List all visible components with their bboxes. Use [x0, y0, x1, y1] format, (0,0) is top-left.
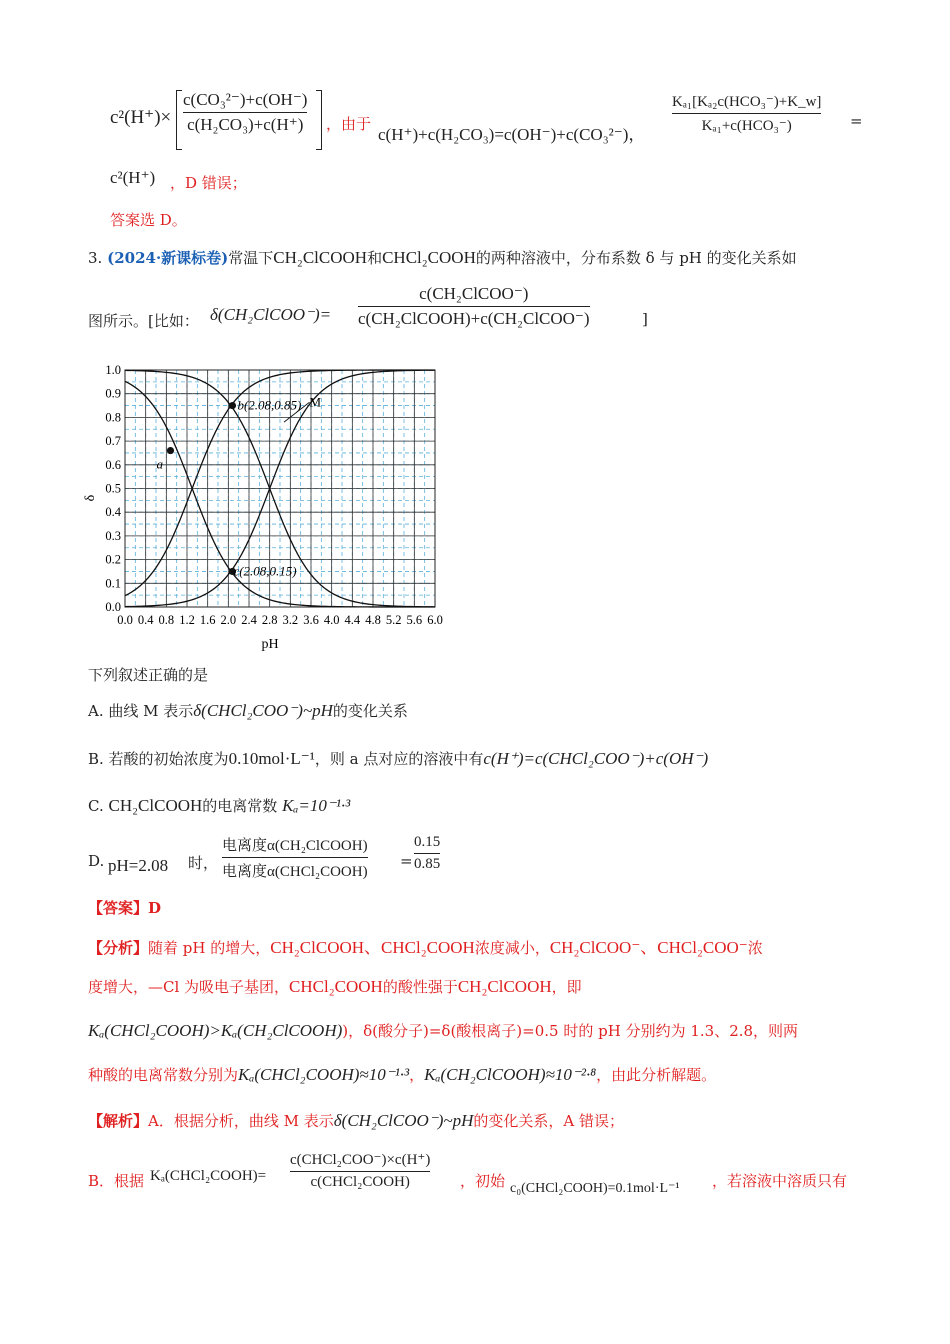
y-tick-label: 0.9 [105, 386, 121, 401]
top-formula-left: c²(H⁺)× [110, 107, 172, 128]
option-d-ph: pH=2.08 [108, 856, 169, 875]
explain-l2c: ，初始 [460, 1172, 506, 1190]
analysis-l2e: ，即 [551, 978, 582, 996]
option-d-ratio [414, 834, 440, 873]
y-tick-label: 1.0 [105, 363, 121, 377]
point-label-b: b(2.08,0.85) [237, 397, 302, 413]
option-d-num: 电离度α(CH₂ClCOOH) [222, 838, 368, 854]
x-tick-label: 3.6 [303, 613, 319, 627]
top-fraction-1-den: c(H₂CO₃)+c(H⁺) [187, 115, 304, 134]
explain-l1c: 的变化关系，A 错误； [473, 1112, 625, 1130]
x-tick-label: 4.4 [344, 613, 361, 627]
analysis-l2d: CH₂ClCOOH [457, 977, 552, 996]
option-b-pre: B. 若酸的初始浓度为 [88, 750, 229, 768]
x-tick-label: 3.2 [282, 613, 299, 627]
top-formula-mid: c(H⁺)+c(H₂CO₃)=c(OH⁻)+c(CO₃²⁻)， [378, 125, 646, 144]
x-tick-label: 1.6 [199, 613, 216, 627]
top-fraction-1 [183, 90, 307, 135]
question-formula-close: ] [642, 310, 648, 328]
explain-l1a: A．根据分析，曲线 M 表示 [148, 1112, 334, 1130]
explain-l2e: ，若溶液中溶质只有 [712, 1172, 848, 1190]
y-tick-label: 0.1 [105, 576, 121, 591]
x-tick-label: 0.0 [117, 613, 133, 627]
explain-fraction [290, 1150, 430, 1191]
analysis-l3a: Kₐ(CHCl₂COOH)>Kₐ(CH₂ClCOOH) [88, 1021, 343, 1040]
option-d-den: 电离度α(CHCl₂COOH) [222, 864, 368, 880]
point-label-c: c(2.08,0.15) [233, 563, 297, 579]
y-tick-label: 0.0 [105, 600, 121, 614]
y-tick-label: 0.3 [105, 528, 121, 543]
option-c [88, 795, 350, 816]
option-c-pre: C. [88, 797, 104, 815]
analysis-l1e: 浓 [747, 939, 763, 957]
option-a-post: 的变化关系 [332, 702, 408, 720]
top-formula-line2-red: ，D 错误； [170, 174, 247, 192]
explain-fraction-num: c(CHCl₂COO⁻)×c(H⁺) [290, 1152, 431, 1168]
question-line-1 [88, 247, 797, 268]
question-formula-den: c(CH₂ClCOOH)+c(CH₂ClCOO⁻) [358, 309, 590, 328]
analysis-l3b: )，δ(酸分子)=δ(酸根离子)=0.5 时的 pH 分别约为 1.3、2.8，则两 [342, 1022, 799, 1040]
option-d-mid: 时， [188, 854, 219, 872]
question-and: 和 [367, 249, 383, 267]
analysis-l1a: 随着 pH 的增大， [148, 939, 271, 957]
top-fraction-2 [672, 92, 821, 135]
explain-l1b: δ(CH₂ClCOO⁻)~pH [333, 1111, 474, 1130]
point-a [167, 447, 174, 454]
analysis-l2a: 度增大，—Cl 为吸电子基团， [88, 978, 290, 996]
x-tick-label: 6.0 [427, 613, 443, 627]
curve-label-m: M [309, 394, 322, 410]
chart-ylabel: δ [83, 494, 98, 502]
analysis-l4b: Kₐ(CHCl₂COOH)≈10⁻¹·³ [238, 1065, 410, 1084]
option-d-ratio-den: 0.85 [414, 856, 441, 872]
option-b-formula: c(H⁺)=c(CHCl₂COO⁻)+c(OH⁻) [483, 749, 709, 768]
y-tick-label: 0.7 [105, 434, 121, 449]
option-d-ratio-num: 0.15 [414, 834, 441, 850]
analysis-line-3 [88, 1020, 798, 1041]
analysis-line-2 [88, 976, 582, 997]
question-formula-fraction [358, 284, 590, 329]
analysis-l4d: Kₐ(CH₂ClCOOH)≈10⁻²·⁸ [424, 1065, 597, 1084]
right-bracket [316, 90, 322, 150]
x-tick-label: 2.4 [241, 613, 257, 627]
explain-l2b: Kₐ(CHCl₂COOH)= [150, 1168, 267, 1184]
x-tick-label: 5.6 [406, 613, 423, 627]
explain-l2a: B．根据 [88, 1172, 145, 1190]
analysis-l4a: 种酸的电离常数分别为 [88, 1066, 239, 1084]
explain-line-1 [88, 1110, 624, 1131]
analysis-line-4 [88, 1064, 716, 1085]
y-tick-label: 0.8 [105, 410, 121, 425]
explain-fraction-den: c(CHCl₂COOH) [310, 1174, 410, 1190]
top-fraction-1-num: c(CO₃²⁻)+c(OH⁻) [183, 90, 308, 109]
y-tick-label: 0.2 [105, 552, 121, 567]
analysis-line-1 [88, 933, 763, 958]
answer-label: 【答案】D [88, 899, 162, 917]
option-a [88, 700, 408, 721]
option-c-formula: Kₐ=10⁻¹·³ [282, 796, 351, 815]
option-a-pre: A. 曲线 M 表示 [88, 702, 194, 720]
question-prompt: 下列叙述正确的是 [88, 666, 209, 684]
option-b-mid: ，则 a 点对应的溶液中有 [314, 750, 484, 768]
x-tick-label: 4.8 [365, 613, 381, 627]
point-b [229, 402, 236, 409]
answer-choice: 答案选 D。 [110, 211, 187, 229]
analysis-l1c: 浓度减小， [474, 939, 550, 957]
y-tick-label: 0.4 [105, 505, 121, 520]
option-d-pre: D. [88, 852, 105, 870]
chart-xlabel: pH [261, 637, 279, 652]
question-formula-num: c(CH₂ClCOO⁻) [419, 284, 529, 303]
explain-label: 【解析】 [88, 1112, 149, 1130]
question-acid2: CHCl₂COOH [382, 248, 476, 267]
y-tick-label: 0.5 [105, 481, 121, 496]
top-formula-since: ，由于 [326, 115, 372, 133]
analysis-l1b: CH₂ClCOOH、CHCl₂COOH [270, 938, 475, 957]
point-label-a: a [156, 456, 163, 472]
x-tick-label: 5.2 [385, 613, 402, 627]
top-formula-eq: = [850, 112, 863, 130]
distribution-chart [80, 358, 470, 658]
question-stem-b: 的两种溶液中，分布系数 δ 与 pH 的变化关系如 [475, 249, 797, 267]
x-tick-label: 2.0 [220, 613, 237, 627]
option-b [88, 748, 708, 769]
option-d-fraction [222, 834, 368, 881]
x-tick-label: 0.8 [158, 613, 175, 627]
question-acid1: CH₂ClCOOH [273, 248, 368, 267]
analysis-l4e: ，由此分析解题。 [596, 1066, 717, 1084]
option-c-acid: CH₂ClCOOH [108, 796, 203, 815]
analysis-l2c: 的酸性强于 [382, 978, 458, 996]
analysis-l2b: CHCl₂COOH [289, 977, 383, 996]
question-source: (2024·新课标卷) [107, 249, 229, 267]
question-stem-c: 图所示。[比如： [88, 312, 199, 330]
option-a-formula: δ(CHCl₂COO⁻)~pH [193, 701, 333, 720]
question-stem-a: 常温下 [228, 249, 274, 267]
x-tick-label: 0.4 [137, 613, 154, 627]
x-tick-label: 4.0 [323, 613, 340, 627]
explain-l2d: c₀(CHCl₂COOH)=0.1mol·L⁻¹ [510, 1181, 680, 1196]
x-tick-label: 2.8 [261, 613, 278, 627]
question-number: 3. [88, 249, 103, 267]
option-b-conc: 0.10mol·L⁻¹ [228, 749, 315, 768]
top-fraction-2-den: Kₐ₁+c(HCO₃⁻) [701, 118, 792, 134]
analysis-l1d: CH₂ClCOO⁻、CHCl₂COO⁻ [549, 938, 748, 957]
option-d-eq: = [400, 852, 413, 870]
y-tick-label: 0.6 [105, 457, 121, 472]
analysis-l4c: ， [409, 1066, 425, 1084]
analysis-label: 【分析】 [88, 939, 149, 957]
option-c-mid: 的电离常数 [202, 797, 278, 815]
top-fraction-2-num: Kₐ₁[Kₐ₂c(HCO₃⁻)+K_w] [672, 94, 822, 110]
top-formula-line2: c²(H⁺) [110, 168, 156, 187]
question-formula-left: δ(CH₂ClCOO⁻)= [210, 305, 332, 324]
x-tick-label: 1.2 [179, 613, 195, 627]
left-bracket [176, 90, 182, 150]
